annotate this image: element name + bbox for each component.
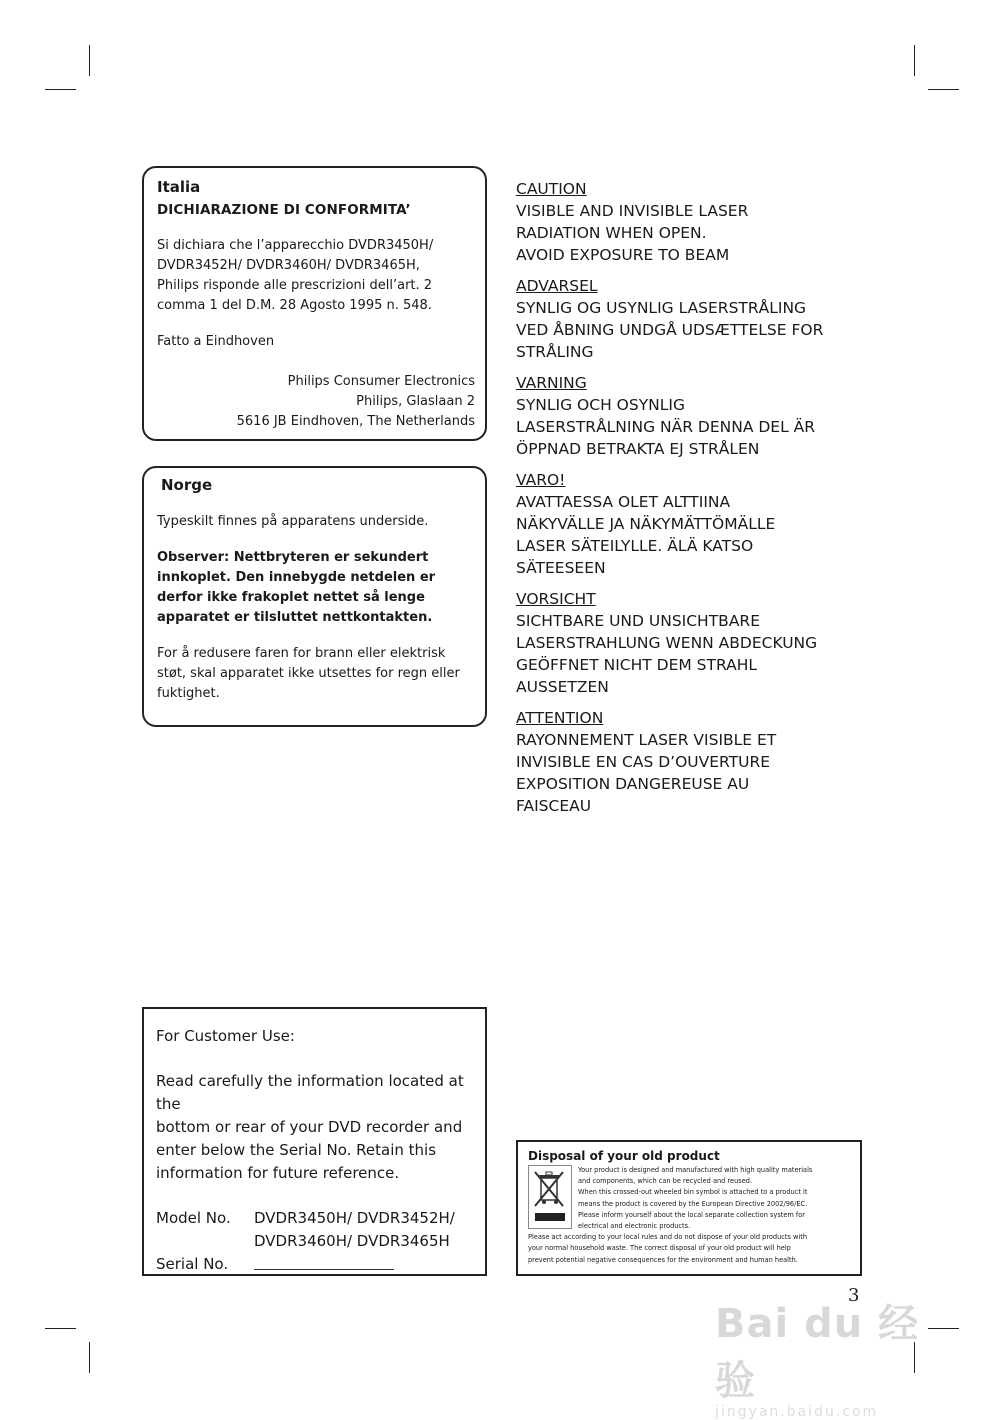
text-line: electrical and electronic products. [578,1222,691,1231]
text-line: your normal household waste. The correct disposal of your old product will help [528,1244,791,1253]
norge-label-text: Typeskilt finnes på apparatens underside. [157,514,429,529]
crop-mark [45,89,76,90]
italia-place: Fatto a Eindhoven [157,334,275,349]
model-line: DVDR3460H/ DVDR3465H [254,1232,450,1250]
text-line: apparatet er tilsluttet nettkontakten. [157,610,433,625]
warning-title: VARO! [516,471,566,489]
warning-title: ATTENTION [516,709,604,727]
norge-notice-box [142,466,487,727]
crop-mark [89,1342,90,1373]
watermark-brand: Bai du 经验 [715,1301,920,1404]
warning-line: SICHTBARE UND UNSICHTBARE [516,612,760,630]
warning-line: GEÖFFNET NICHT DEM STRAHL [516,656,758,674]
warning-line: AUSSETZEN [516,678,609,696]
warning-line: RAYONNEMENT LASER VISIBLE ET [516,731,777,749]
text-line: comma 1 del D.M. 28 Agosto 1995 n. 548. [157,298,432,313]
warning-line: RADIATION WHEN OPEN. [516,224,707,242]
warning-line: SYNLIG OG USYNLIG LASERSTRÅLING [516,299,807,317]
warning-line: STRÅLING [516,343,594,361]
disposal-side-text [578,1165,812,1232]
warning-block [516,178,876,266]
serial-label: Serial No. [156,1255,229,1273]
text-line: DVDR3452H/ DVDR3460H/ DVDR3465H, [157,258,420,273]
warning-line: LASER SÄTEILYLLE. ÄLÄ KATSO [516,537,754,555]
italia-subtitle: DICHIARAZIONE DI CONFORMITA’ [157,202,411,218]
address-line: 5616 JB Eindhoven, The Netherlands [236,414,475,429]
address-line: Philips, Glaslaan 2 [356,394,475,409]
warning-line: EXPOSITION DANGEREUSE AU [516,775,750,793]
warning-block [516,469,876,579]
disposal-notice-box [516,1140,862,1276]
text-line: Si dichiara che l’apparecchio DVDR3450H/ [157,238,434,253]
watermark-url: jingyan.baidu.com [715,1404,879,1420]
warning-line: AVOID EXPOSURE TO BEAM [516,246,730,264]
norge-warning-text [157,548,475,628]
page-number: 3 [848,1285,860,1306]
crop-mark [914,45,915,76]
text-line: means the product is covered by the European Directive 2002/96/EC. [578,1199,808,1208]
text-line: For å redusere faren for brann eller elektrisk [157,646,446,661]
customer-use-box [142,1007,487,1276]
warning-line: SÄTEESEEN [516,559,606,577]
text-line: Your product is designed and manufactured with high quality materials [578,1166,813,1174]
warning-line: AVATTAESSA OLET ALTTIINA [516,493,731,511]
disposal-body [526,1165,852,1232]
italia-address [157,372,475,432]
warning-line: ÖPPNAD BETRAKTA EJ STRÅLEN [516,440,760,458]
text-line: støt, skal apparatet ikke utsettes for regn eller [157,666,460,681]
disposal-bottom-text [528,1232,852,1266]
text-line: Please inform yourself about the local separate collection system for [578,1210,805,1219]
text-line: information for future reference. [156,1164,400,1182]
laser-warnings [516,178,876,826]
baidu-watermark [715,1292,945,1420]
warning-block [516,707,876,817]
text-line: innkoplet. Den innebygde netdelen er [157,570,436,585]
text-line: When this crossed-out wheeled bin symbol is attached to a product it [578,1188,808,1197]
italia-title: Italia [157,178,201,196]
crop-mark [928,89,959,90]
model-numbers [254,1207,455,1253]
warning-block [516,588,876,698]
warning-block [516,275,876,363]
text-line: and components, which can be recycled and reused. [578,1177,753,1186]
norge-fire-text [157,644,475,704]
italia-declaration-text [157,236,475,316]
text-line: fuktighet. [157,686,220,701]
italia-declaration-box [142,166,487,441]
crossed-out-wheeled-bin-icon [528,1165,572,1229]
warning-block [516,372,876,460]
warning-line: LASERSTRÅLNING NÄR DENNA DEL ÄR [516,418,816,436]
warning-title: VORSICHT [516,590,596,608]
warning-line: NÄKYVÄLLE JA NÄKYMÄTTÖMÄLLE [516,515,776,533]
warning-line: VED ÅBNING UNDGÅ UDSÆTTELSE FOR [516,321,824,339]
warning-line: VISIBLE AND INVISIBLE LASER [516,202,749,220]
disposal-title: Disposal of your old product [528,1149,720,1163]
serial-number-blank [254,1253,394,1270]
text-line: Please act according to your local rules and do not dispose of your old products with [528,1233,808,1242]
text-line: Philips risponde alle prescrizioni dell’art. 2 [157,278,433,293]
warning-title: CAUTION [516,180,587,198]
warning-title: ADVARSEL [516,277,598,295]
warning-title: VARNING [516,374,587,392]
warning-line: INVISIBLE EN CAS D’OUVERTURE [516,753,771,771]
text-line: enter below the Serial No. Retain this [156,1141,437,1159]
address-line: Philips Consumer Electronics [287,374,475,389]
customer-instructions [156,1070,475,1185]
model-line: DVDR3450H/ DVDR3452H/ [254,1209,455,1227]
text-line: Read carefully the information located at the [156,1072,464,1113]
warning-line: SYNLIG OCH OSYNLIG [516,396,685,414]
text-line: prevent potential negative consequences for the environment and human health. [528,1255,798,1264]
text-line: derfor ikke frakoplet nettet så lenge [157,590,425,605]
norge-title: Norge [161,476,213,494]
serial-number-row [156,1253,475,1276]
customer-heading: For Customer Use: [156,1027,295,1045]
warning-line: LASERSTRAHLUNG WENN ABDECKUNG [516,634,818,652]
crop-mark [45,1328,76,1329]
model-label: Model No. [156,1209,231,1227]
text-line: Observer: Nettbryteren er sekundert [157,550,429,565]
crop-mark [89,45,90,76]
warning-line: FAISCEAU [516,797,592,815]
model-number-row [156,1207,475,1253]
text-line: bottom or rear of your DVD recorder and [156,1118,463,1136]
